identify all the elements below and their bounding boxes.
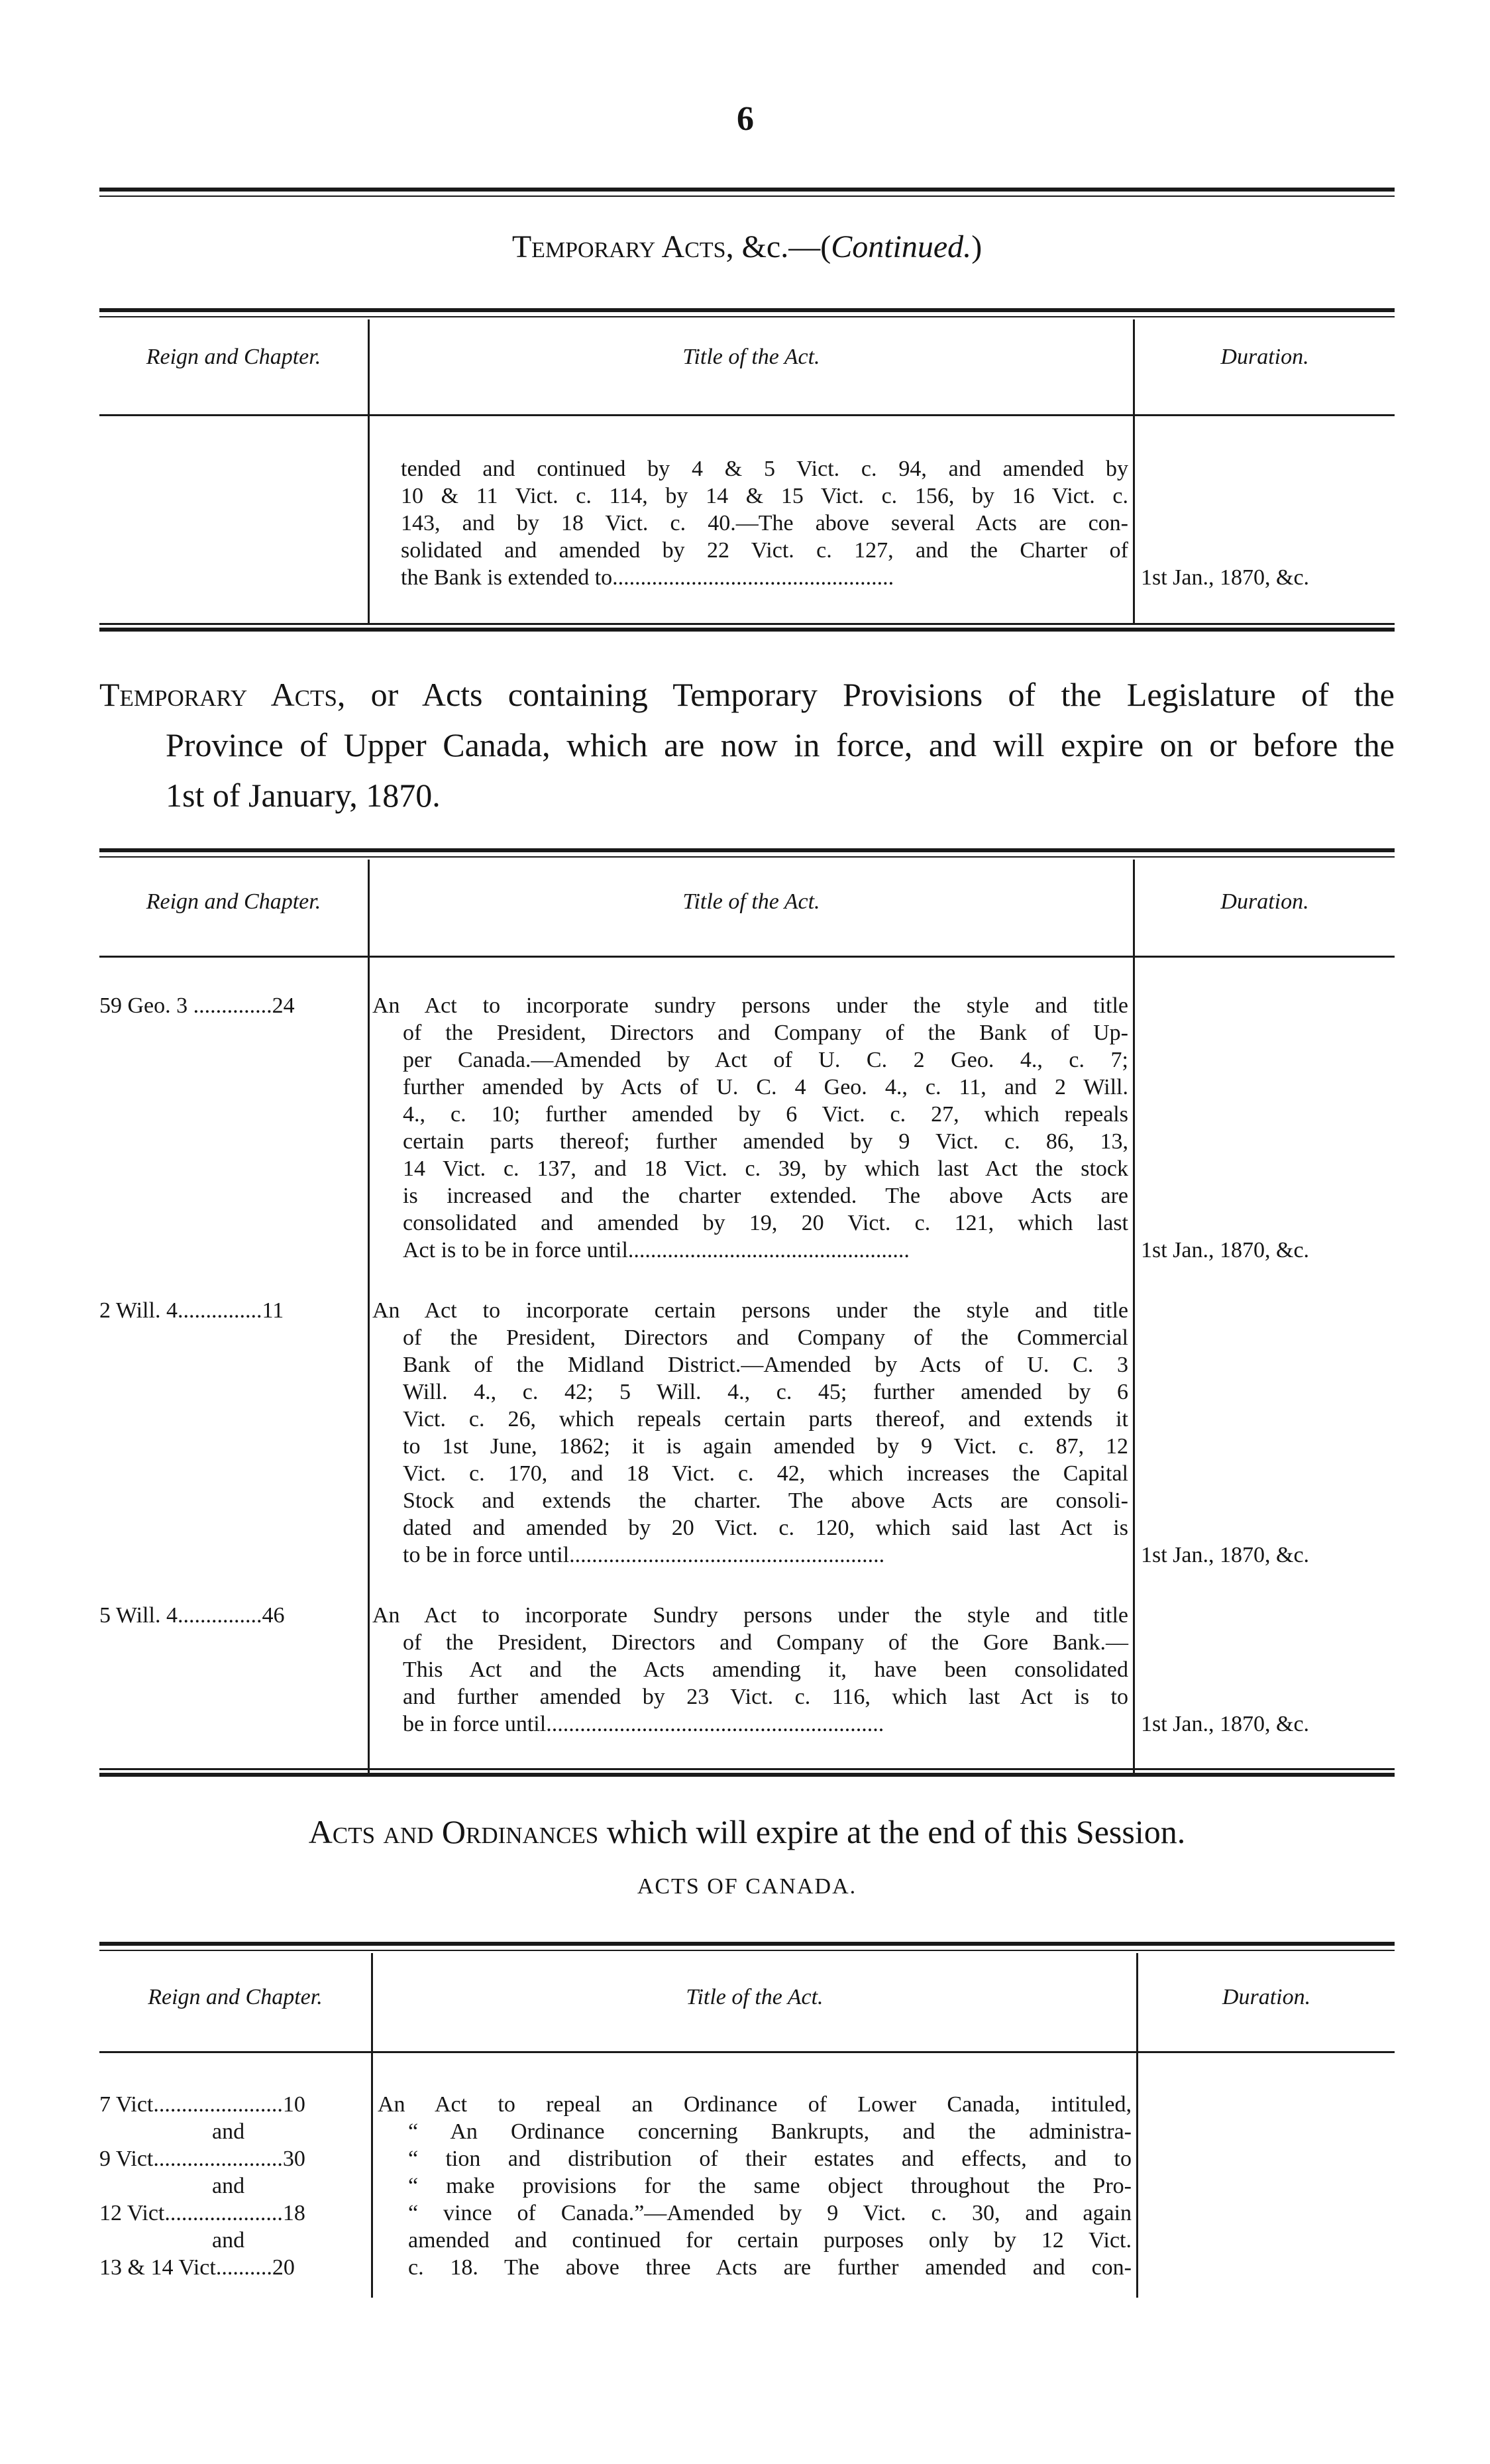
section3-reign-list [99, 2091, 368, 2281]
text-line: “ vince of Canada.”—Amended by 9 Vict. c. 30, and again [408, 2201, 1132, 2225]
entry-duration: 1st Jan., 1870, &c. [1141, 1543, 1310, 1567]
table1-col-reign: Reign and Chapter. [146, 345, 321, 369]
section1-title-sc: Temporary Acts [511, 229, 726, 264]
continued-entry-text [401, 455, 1128, 591]
intro-sc: Temporary Acts [99, 676, 337, 713]
text-line: Bank of the Midland District.—Amended by Acts of U. C. 3 [403, 1353, 1128, 1377]
text-line: of the President, Directors and Company of the Gore Bank.— [403, 1630, 1128, 1655]
entry-title [372, 992, 1128, 1264]
text-line: the Bank is extended to.................................................. [401, 565, 894, 590]
text-line: to be in force until........................................................ [403, 1543, 885, 1567]
text-line: An Act to incorporate Sundry persons under the style and title [372, 1603, 1128, 1628]
table2-col-reign: Reign and Chapter. [146, 889, 321, 914]
continued-entry-duration: 1st Jan., 1870, &c. [1141, 565, 1310, 590]
text-line: of the President, Directors and Company of the Commercial [403, 1325, 1128, 1350]
text-line: solidated and amended by 22 Vict. c. 127, and the Charter of [401, 538, 1128, 563]
table1-top-rule-thin [99, 316, 1395, 317]
table2-bottom-rule-thick [99, 1773, 1395, 1777]
text-line: “ make provisions for the same object throughout the Pro- [408, 2174, 1132, 2198]
intro-line-3: 1st of January, 1870. [166, 777, 441, 814]
text-line: further amended by Acts of U. C. 4 Geo. 4., c. 11, and 2 Will. [403, 1075, 1128, 1099]
table2-top-rule-thick [99, 848, 1395, 852]
reign-line: 13 & 14 Vict..........20 [99, 2255, 295, 2280]
table2-divider-left [368, 860, 370, 1774]
section3-title-sc: Acts and Ordinances [308, 1813, 599, 1850]
intro-line-1-rest: , or Acts containing Temporary Provisions of the Legislature of the [337, 676, 1395, 713]
text-line: 143, and by 18 Vict. c. 40.—The above several Acts are con- [401, 511, 1128, 535]
table2-bottom-rule-thin [99, 1768, 1395, 1770]
text-line: tended and continued by 4 & 5 Vict. c. 94, and amended by [401, 457, 1128, 481]
table1-col-title: Title of the Act. [682, 345, 820, 369]
entry-title [372, 1602, 1128, 1738]
entry-duration: 1st Jan., 1870, &c. [1141, 1712, 1310, 1736]
reign-line: 7 Vict.......................10 [99, 2092, 305, 2117]
text-line: is increased and the charter extended. The above Acts are [403, 1184, 1128, 1208]
text-line: “ tion and distribution of their estates and effects, and to [408, 2147, 1132, 2171]
text-line: 10 & 11 Vict. c. 114, by 14 & 15 Vict. c. 156, by 16 Vict. c. [401, 484, 1128, 508]
section1-title-italic: Continued. [831, 229, 972, 264]
table2-col-title: Title of the Act. [682, 889, 820, 914]
entry-reign: 59 Geo. 3 ..............24 [99, 993, 295, 1018]
reign-line: 9 Vict.......................30 [99, 2147, 305, 2171]
intro-paragraph [99, 669, 1395, 820]
page-number: 6 [737, 100, 754, 138]
text-line: dated and amended by 20 Vict. c. 120, which said last Act is [403, 1516, 1128, 1540]
table1-bottom-rule-thin [99, 623, 1395, 625]
reign-line: 12 Vict.....................18 [99, 2201, 305, 2225]
entry-reign: 5 Will. 4...............46 [99, 1603, 285, 1628]
table1-bottom-rule-thick [99, 628, 1395, 632]
section3-title-rest: which will expire at the end of this Session. [598, 1813, 1186, 1850]
table3-col-reign: Reign and Chapter. [148, 1985, 323, 2009]
table2-col-duration: Duration. [1220, 889, 1309, 914]
text-line: 4., c. 10; further amended by 6 Vict. c. 27, which repeals [403, 1102, 1128, 1127]
top-rule-thin [99, 196, 1395, 197]
text-line: of the President, Directors and Company of the Bank of Up- [403, 1021, 1128, 1045]
text-line: be in force until............................................................ [403, 1712, 884, 1736]
entry-title [372, 1297, 1128, 1569]
text-line: certain parts thereof; further amended by 9 Vict. c. 86, 13, [403, 1129, 1128, 1154]
table2-divider-right [1133, 860, 1135, 1774]
text-line: c. 18. The above three Acts are further amended and con- [408, 2255, 1132, 2280]
section3-entry-title [378, 2091, 1132, 2281]
entry-reign: 2 Will. 4...............11 [99, 1298, 284, 1323]
text-line: 14 Vict. c. 137, and 18 Vict. c. 39, by which last Act the stock [403, 1156, 1128, 1181]
text-line: An Act to incorporate sundry persons under the style and title [372, 993, 1128, 1018]
table3-col-title: Title of the Act. [686, 1985, 824, 2009]
section1-title-end: ) [971, 229, 983, 264]
text-line: An Act to incorporate certain persons under the style and title [372, 1298, 1128, 1323]
table1-header-rule [99, 414, 1395, 416]
table1-col-duration: Duration. [1220, 345, 1309, 369]
table3-top-rule-thick [99, 1942, 1395, 1946]
top-rule-thick [99, 188, 1395, 192]
text-line: per Canada.—Amended by Act of U. C. 2 Geo. 4., c. 7; [403, 1048, 1128, 1072]
section1-title-rest: , &c.—( [725, 229, 831, 264]
reign-and: and [212, 2119, 245, 2144]
intro-line-1 [99, 669, 1395, 720]
text-line: amended and continued for certain purposes only by 12 Vict. [408, 2228, 1132, 2253]
section3-title [99, 1813, 1395, 1851]
reign-and: and [212, 2228, 245, 2253]
table3-top-rule-thin [99, 1950, 1395, 1951]
text-line: An Act to repeal an Ordinance of Lower Canada, intituled, [378, 2092, 1132, 2117]
text-line: Act is to be in force until.................................................. [403, 1238, 910, 1262]
table3-header-rule [99, 2051, 1395, 2053]
reign-and: and [212, 2174, 245, 2198]
text-line: Vict. c. 170, and 18 Vict. c. 42, which increases the Capital [403, 1461, 1128, 1486]
table1-top-rule-thick [99, 308, 1395, 312]
text-line: This Act and the Acts amending it, have been consolidated [403, 1657, 1128, 1682]
text-line: consolidated and amended by 19, 20 Vict. c. 121, which last [403, 1211, 1128, 1235]
table3-col-duration: Duration. [1222, 1985, 1311, 2009]
section3-subheading: ACTS OF CANADA. [637, 1874, 857, 1899]
table2-header-rule [99, 956, 1395, 958]
intro-line-2: Province of Upper Canada, which are now in force, and will expire on or before the [166, 726, 1395, 763]
text-line: to 1st June, 1862; it is again amended by 9 Vict. c. 87, 12 [403, 1434, 1128, 1459]
text-line: Stock and extends the charter. The above Acts are consoli- [403, 1488, 1128, 1513]
section1-title [99, 229, 1395, 265]
table2-top-rule-thin [99, 856, 1395, 858]
text-line: Vict. c. 26, which repeals certain parts thereof, and extends it [403, 1407, 1128, 1431]
text-line: “ An Ordinance concerning Bankrupts, and the administra- [408, 2119, 1132, 2144]
text-line: Will. 4., c. 42; 5 Will. 4., c. 45; further amended by 6 [403, 1380, 1128, 1404]
text-line: and further amended by 23 Vict. c. 116, which last Act is to [403, 1685, 1128, 1709]
entry-duration: 1st Jan., 1870, &c. [1141, 1238, 1310, 1262]
